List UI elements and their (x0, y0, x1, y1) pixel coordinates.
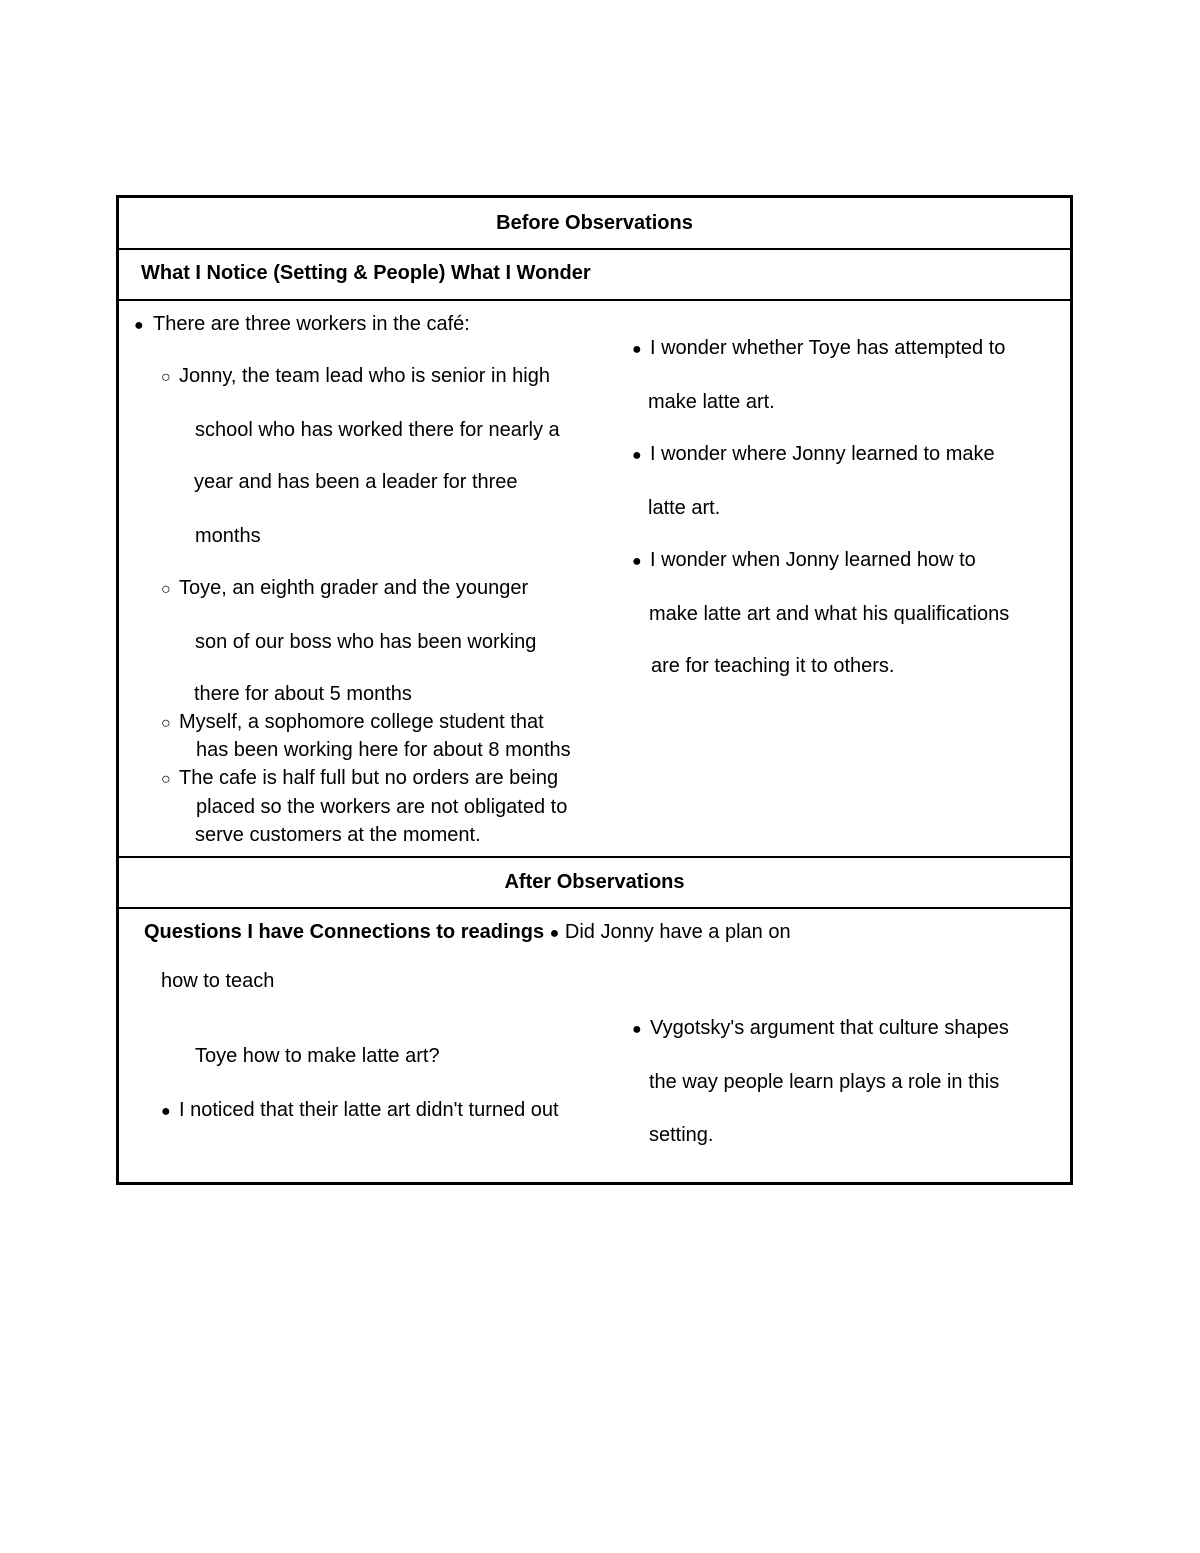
bullet-icon: ● (632, 553, 642, 570)
notice-sub-line: The cafe is half full but no orders are being (179, 767, 559, 789)
notice-sub-line: year and has been a leader for three (194, 471, 518, 493)
row-divider (119, 299, 1070, 301)
bullet-icon: ● (134, 317, 144, 334)
wonder-line: make latte art and what his qualifications (649, 603, 1010, 625)
notice-sub-line: has been working here for about 8 months (196, 739, 571, 761)
observation-table (116, 195, 1073, 1185)
bullet-icon: ● (632, 447, 642, 464)
questions-connections-subheader: Questions I have Connections to readings (144, 921, 545, 943)
sub-bullet-icon: ○ (161, 771, 171, 788)
sub-bullet-icon: ○ (161, 581, 171, 598)
wonder-line: I wonder whether Toye has attempted to (650, 337, 1006, 359)
notice-sub-line: serve customers at the moment. (195, 824, 481, 846)
notice-sub-line: Toye, an eighth grader and the younger (179, 577, 529, 599)
wonder-line: make latte art. (648, 391, 775, 413)
notice-bullet: There are three workers in the café: (153, 313, 470, 335)
notice-sub-line: there for about 5 months (194, 683, 412, 705)
connection-line: setting. (649, 1124, 714, 1146)
bullet-icon: ● (632, 1021, 642, 1038)
wonder-line: I wonder when Jonny learned how to (650, 549, 976, 571)
sub-bullet-icon: ○ (161, 369, 171, 386)
connection-line: the way people learn plays a role in this (649, 1071, 1000, 1093)
question-line: how to teach (161, 970, 275, 992)
wonder-line: I wonder where Jonny learned to make (650, 443, 995, 465)
wonder-line: are for teaching it to others. (651, 655, 895, 677)
connection-line: Vygotsky's argument that culture shapes (650, 1017, 1009, 1039)
question-line: Toye how to make latte art? (195, 1045, 440, 1067)
notice-sub-line: placed so the workers are not obligated to (196, 796, 568, 818)
sub-bullet-icon: ○ (161, 715, 171, 732)
questions-connections-row (144, 920, 791, 946)
row-divider (119, 248, 1070, 250)
row-divider (119, 907, 1070, 909)
after-observations-title: After Observations (504, 871, 685, 893)
row-divider (119, 856, 1070, 858)
question-line: I noticed that their latte art didn't turned out (179, 1099, 559, 1121)
notice-sub-line: Myself, a sophomore college student that (179, 711, 544, 733)
bullet-icon: ● (632, 341, 642, 358)
notice-sub-line: months (195, 525, 261, 547)
question-line: Did Jonny have a plan on (564, 921, 791, 943)
wonder-line: latte art. (648, 497, 721, 519)
before-observations-title: Before Observations (496, 212, 693, 234)
notice-sub-line: son of our boss who has been working (195, 631, 537, 653)
notice-sub-line: school who has worked there for nearly a (195, 419, 560, 441)
bullet-icon: ● (161, 1103, 171, 1120)
notice-wonder-subheader: What I Notice (Setting & People) What I Wonder (141, 262, 591, 284)
notice-sub-line: Jonny, the team lead who is senior in high (179, 365, 550, 387)
bullet-icon: ● (549, 925, 560, 942)
